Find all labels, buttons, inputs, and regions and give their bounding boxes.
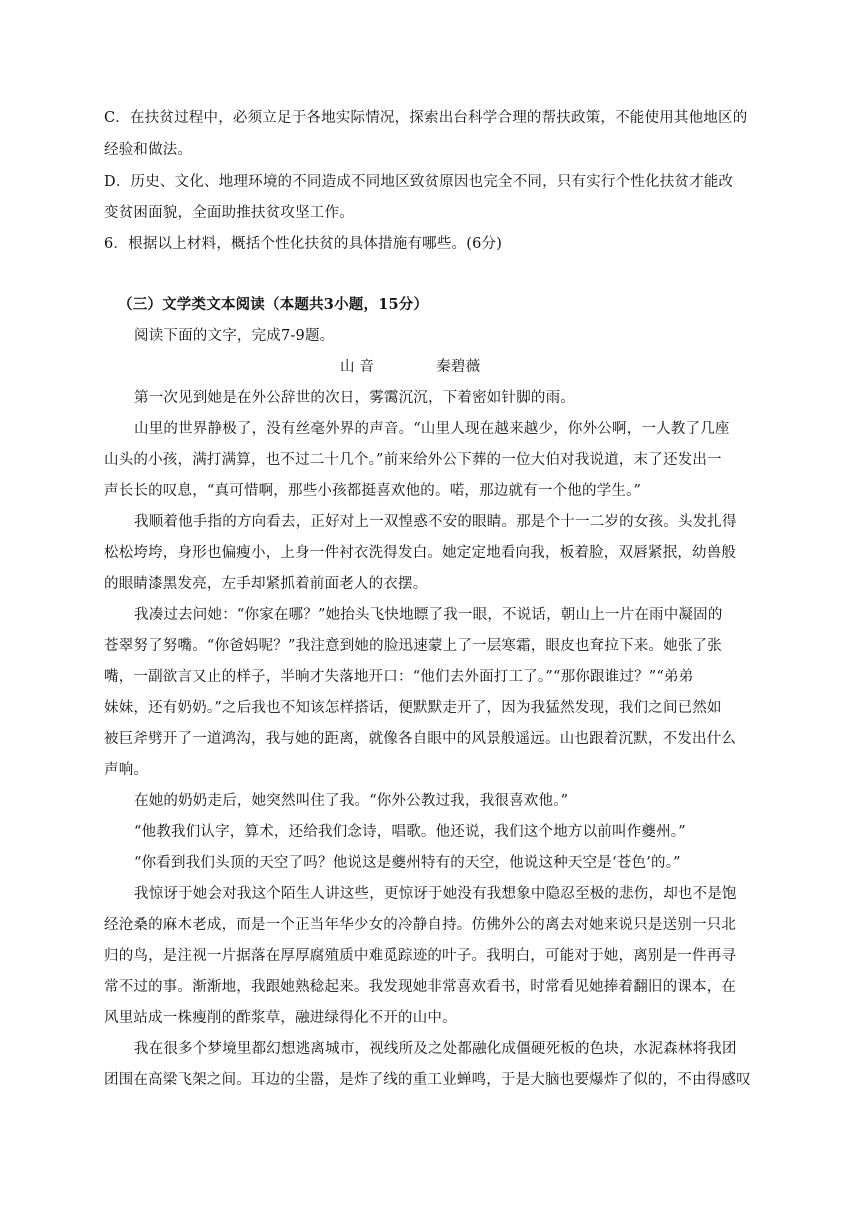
story-line: 第一次见到她是在外公辞世的次日，雾霭沉沉，下着密如针脚的雨。 xyxy=(134,390,575,406)
story-line: 妹妹，还有奶奶。”之后我也不知该怎样搭话，便默默走开了，因为我猛然发现，我们之间已然如 xyxy=(104,700,722,716)
story-line: 我顺着他手指的方向看去，正好对上一双惶惑不安的眼睛。那是个十一二岁的女孩。头发扎得 xyxy=(134,514,737,530)
section-heading: （三）文学类文本阅读（本题共3小题，15分） xyxy=(118,296,429,313)
story-line: 的眼睛漆黑发亮，左手却紧抓着前面老人的衣摆。 xyxy=(104,576,428,592)
story-line: 嘴，一副欲言又止的样子，半晌才失落地开口：“他们去外面打工了。”“那你跟谁过？”“弟弟 xyxy=(104,669,694,685)
story-line: 在她的奶奶走后，她突然叫住了我。“你外公教过我，我很喜欢他。” xyxy=(134,793,569,809)
story-line: 经沧桑的麻木老成，而是一个正当年华少女的冷静自持。仿佛外公的离去对她来说只是送别一只北 xyxy=(104,917,737,933)
story-line: 风里站成一株瘦削的酢浆草，融进绿得化不开的山中。 xyxy=(104,1010,457,1026)
story-line: 苍翠努了努嘴。“你爸妈呢？”我注意到她的脸迅速蒙上了一层寒霜，眼皮也耷拉下来。她张了张 xyxy=(104,638,722,654)
story-line: 我惊讶于她会对我这个陌生人讲这些，更惊讶于她没有我想象中隐忍至极的悲伤，却也不是饱 xyxy=(134,886,737,902)
option-d-line-1: D．历史、文化、地理环境的不同造成不同地区致贫原因也完全不同，只有实行个性化扶贫才能改 xyxy=(104,174,734,190)
option-d-line-2: 变贫困面貌，全面助推扶贫攻坚工作。 xyxy=(104,205,354,221)
story-line: “他教我们认字，算术，还给我们念诗，唱歌。他还说，我们这个地方以前叫作夔州。” xyxy=(134,824,686,840)
story-line: 声长长的叹息，“真可惜啊，那些小孩都挺喜欢他的。喏，那边就有一个他的学生。” xyxy=(104,483,642,499)
story-line: 团围在高梁飞架之间。耳边的尘嚣，是炸了线的重工业蝉鸣，于是大脑也要爆炸了似的，不由得感叹 xyxy=(104,1072,751,1088)
story-line: 我在很多个梦境里都幻想逃离城市，视线所及之处都融化成僵硬死板的色块，水泥森林将我团 xyxy=(134,1041,737,1057)
story-line: 山里的世界静极了，没有丝毫外界的声音。“山里人现在越来越少，你外公啊，一人教了几座 xyxy=(134,421,730,437)
option-c-line-1: C．在扶贫过程中，必须立足于各地实际情况，探索出台科学合理的帮扶政策，不能使用其他地区的 xyxy=(104,110,748,126)
option-c-line-2: 经验和做法。 xyxy=(104,142,193,158)
story-title-line xyxy=(340,357,640,377)
story-line: 山头的小孩，满打满算，也不过二十几个。”前来给外公下葬的一位大伯对我说道，末了还发出一 xyxy=(104,452,722,468)
story-line: 我凑过去问她：“你家在哪？”她抬头飞快地瞟了我一眼，不说话，朝山上一片在雨中凝固的 xyxy=(134,607,723,623)
story-author: 秦碧薇 xyxy=(436,359,481,375)
story-line: 归的鸟，是注视一片据落在厚厚腐殖质中难觅踪迹的叶子。我明白，可能对于她，离别是一件再寻 xyxy=(104,948,737,964)
story-line: 松松垮垮，身形也偏瘦小，上身一件衬衣洗得发白。她定定地看向我，板着脸，双唇紧抿，幼兽般 xyxy=(104,545,737,561)
story-line: 声响。 xyxy=(104,762,149,778)
story-line: “你看到我们头顶的天空了吗？他说这是夔州特有的天空，他说这种天空是‘苍色’的。” xyxy=(134,855,681,871)
question-6: 6．根据以上材料，概括个性化扶贫的具体措施有哪些。(6分) xyxy=(104,236,503,252)
story-line: 被巨斧劈开了一道鸿沟，我与她的距离，就像各自眼中的风景般遥远。山也跟着沉默，不发出什么 xyxy=(104,731,737,747)
story-line: 常不过的事。渐渐地，我跟她熟稔起来。我发现她非常喜欢看书，时常看见她捧着翻旧的课本，在 xyxy=(104,979,737,995)
story-title: 山 音 xyxy=(340,359,375,375)
section-instruction: 阅读下面的文字，完成7-9题。 xyxy=(134,328,335,344)
